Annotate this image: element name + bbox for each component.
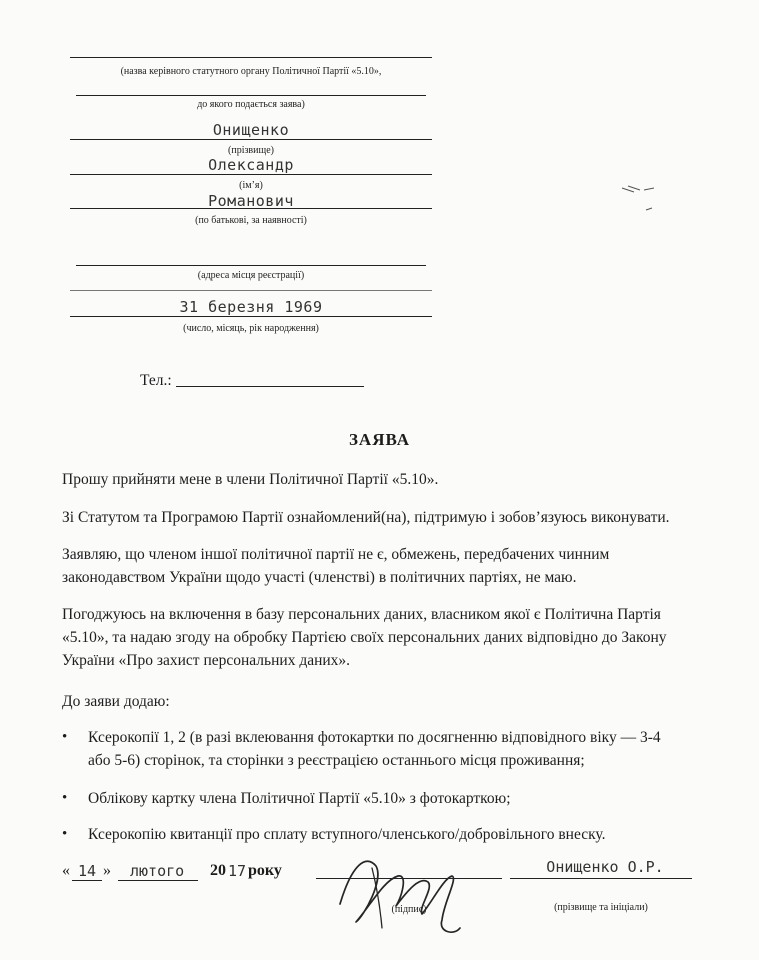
surname-caption: (прізвище) xyxy=(228,145,274,156)
birth-line xyxy=(70,316,432,317)
patronymic-caption: (по батькові, за наявності) xyxy=(195,215,307,226)
paragraph-declaration-line-2: законодавством України щодо участі (членстві) в політичних партіях, не маю. xyxy=(62,569,577,586)
date-day: 14 xyxy=(78,862,97,880)
birth-caption: (число, місяць, рік народження) xyxy=(183,323,319,334)
date-year-prefix: 20 xyxy=(210,862,226,879)
list-bullet: • xyxy=(62,790,68,806)
organ-line-2 xyxy=(76,95,426,96)
date-day-line xyxy=(72,880,102,881)
patronymic-line xyxy=(70,208,432,209)
phone-line xyxy=(176,386,364,387)
signature-caption: (підпис) xyxy=(391,904,427,915)
phone-label: Тел.: xyxy=(140,372,172,389)
attachment-item-2: Облікову картку члена Політичної Партії «5.10» з фотокарткою; xyxy=(88,790,511,807)
organ-line-1 xyxy=(70,57,432,58)
organ-caption-2: до якого подається заява) xyxy=(197,99,305,110)
attachment-item-3: Ксерокопію квитанції про сплату вступного/членського/добровільного внеску. xyxy=(88,826,606,843)
surname-line xyxy=(70,139,432,140)
attachment-item-1-line-2: або 5-6) сторінок, та сторінки з реєстрацією останнього місця проживання; xyxy=(88,752,585,769)
handwritten-signature xyxy=(318,836,488,942)
attachment-item-1-line-1: Ксерокопії 1, 2 (в разі вклеювання фотокартки по досягненню відповідного віку — 3-4 xyxy=(88,729,661,746)
address-line xyxy=(76,265,426,266)
paragraph-statute: Зі Статутом та Програмою Партії ознайомлений(на), підтримую і зобов’язуюсь виконувати. xyxy=(62,509,670,526)
attachments-intro: До заяви додаю: xyxy=(62,693,170,710)
document-title: ЗАЯВА xyxy=(348,430,411,449)
date-year-suffix: 17 xyxy=(228,862,247,880)
date-month-line xyxy=(118,880,198,881)
address-line-2 xyxy=(70,290,432,291)
date-quote-open: « xyxy=(62,862,70,879)
initials-value: Онищенко О.Р. xyxy=(546,858,664,876)
name-value: Олександр xyxy=(208,156,294,174)
list-bullet: • xyxy=(62,826,68,842)
date-month: лютого xyxy=(130,862,185,880)
organ-caption: (назва керівного статутного органу Політичної Партії «5.10», xyxy=(120,66,382,77)
scan-artifacts xyxy=(610,180,670,220)
paragraph-declaration-line-1: Заявляю, що членом іншої політичної партії не є, обмежень, передбачених чинним xyxy=(62,546,610,563)
paragraph-consent-line-2: «5.10», та надаю згоду на обробку Партією своїх персональних даних відповідно до Закону xyxy=(62,629,667,646)
birth-value: 31 березня 1969 xyxy=(179,298,323,316)
date-quote-close: » xyxy=(103,862,111,879)
address-caption: (адреса місця реєстрації) xyxy=(197,270,305,281)
name-caption: (ім’я) xyxy=(239,180,263,191)
paragraph-membership-request: Прошу прийняти мене в члени Політичної Партії «5.10». xyxy=(62,471,439,488)
name-line xyxy=(70,174,432,175)
initials-caption: (прізвище та ініціали) xyxy=(554,902,648,913)
paragraph-consent-line-1: Погоджуюсь на включення в базу персональних даних, власником якої є Політична Партія xyxy=(62,606,661,623)
list-bullet: • xyxy=(62,729,68,745)
surname-value: Онищенко xyxy=(212,121,290,139)
paragraph-consent-line-3: України «Про захист персональних даних». xyxy=(62,652,351,669)
patronymic-value: Романович xyxy=(208,192,294,210)
date-year-word: року xyxy=(248,862,282,879)
initials-line xyxy=(510,878,692,879)
